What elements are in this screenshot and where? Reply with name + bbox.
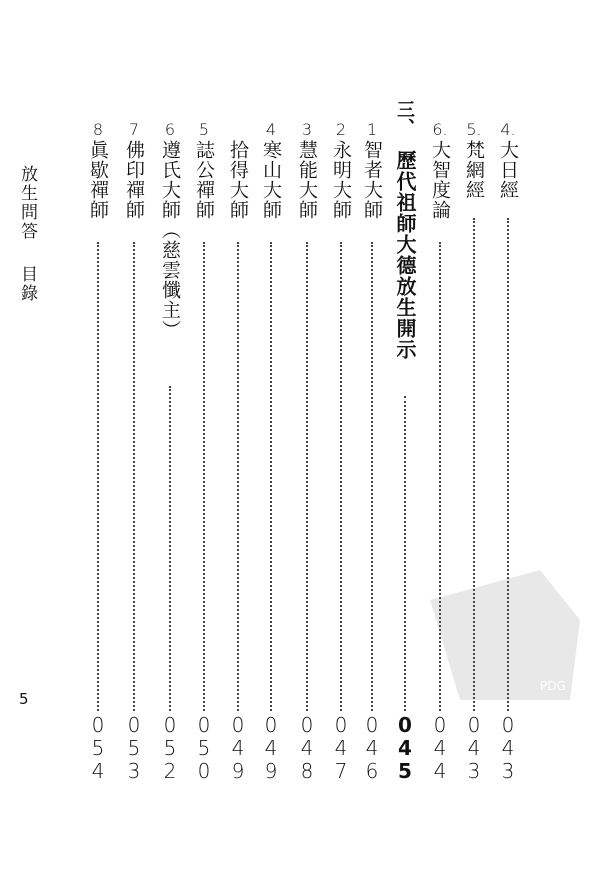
entry-page: 0 4 3 [501, 713, 515, 783]
dot-leader [306, 242, 308, 711]
toc-entry[interactable] [259, 0, 283, 869]
toc-entry[interactable] [329, 0, 353, 869]
dot-leader [169, 386, 171, 711]
dot-leader [203, 242, 205, 711]
toc-entry[interactable] [496, 0, 520, 869]
dot-leader [133, 242, 135, 711]
book-title: 放生問答 [17, 165, 37, 241]
dot-leader [270, 242, 272, 711]
entry-number: 1 [366, 120, 378, 139]
entry-number: 6. [432, 120, 448, 139]
dot-leader [97, 242, 99, 711]
entry-title: 誌公禪師 [193, 140, 215, 220]
toc-entry[interactable] [122, 0, 146, 869]
entry-title: 歷代祖師大德放生開示 [393, 150, 417, 360]
entry-number: 5 [198, 120, 210, 139]
toc-entry[interactable] [226, 0, 250, 869]
svg-text:PDG: PDG [540, 679, 566, 693]
entry-number: 5. [466, 120, 482, 139]
entry-title: 大智度論 [429, 140, 451, 220]
entry-number: 4. [500, 120, 516, 139]
entry-number: 7 [128, 120, 140, 139]
entry-title: 眞歇禪師 [87, 140, 109, 220]
entry-number: 三、 [394, 100, 415, 136]
dot-leader [371, 242, 373, 711]
entry-title: 大日經 [497, 140, 519, 200]
entry-title: 慧能大師 [296, 140, 318, 220]
entry-page: 0 5 4 [91, 713, 105, 783]
entry-title: 梵網經 [463, 140, 485, 200]
toc-entry[interactable] [428, 0, 452, 869]
dot-leader [404, 396, 406, 711]
entry-title: 永明大師 [330, 140, 352, 220]
toc-entry[interactable] [360, 0, 384, 869]
toc-entry[interactable] [86, 0, 110, 869]
seal-watermark [420, 560, 590, 710]
page-number: 5 [19, 690, 29, 708]
toc-entry[interactable] [295, 0, 319, 869]
entry-page: 0 4 5 [398, 713, 412, 783]
entry-title: 遵氏大師︵慈雲懺主︶ [159, 140, 181, 340]
entry-number: 3 [301, 120, 313, 139]
entry-page: 0 4 4 [433, 713, 447, 783]
entry-page: 0 4 9 [264, 713, 278, 783]
section-title: 目錄 [17, 265, 37, 303]
entry-page: 0 4 8 [300, 713, 314, 783]
entry-title: 寒山大師 [260, 140, 282, 220]
entry-title: 拾得大師 [227, 140, 249, 220]
dot-leader [237, 242, 239, 711]
entry-page: 0 5 3 [127, 713, 141, 783]
entry-number: 4 [265, 120, 277, 139]
entry-number: 2 [335, 120, 347, 139]
toc-entry[interactable] [158, 0, 182, 869]
entry-page: 0 5 2 [163, 713, 177, 783]
entry-number: 8 [92, 120, 104, 139]
entry-page: 0 4 7 [334, 713, 348, 783]
toc-entry[interactable] [462, 0, 486, 869]
book-header [15, 165, 40, 303]
entry-page: 0 4 9 [231, 713, 245, 783]
entry-title: 佛印禪師 [123, 140, 145, 220]
dot-leader [340, 242, 342, 711]
toc-entry[interactable] [192, 0, 216, 869]
toc-entry[interactable] [393, 0, 417, 869]
entry-page: 0 4 6 [365, 713, 379, 783]
entry-page: 0 4 3 [467, 713, 481, 783]
entry-page: 0 5 0 [197, 713, 211, 783]
entry-title: 智者大師 [361, 140, 383, 220]
entry-number: 6 [164, 120, 176, 139]
